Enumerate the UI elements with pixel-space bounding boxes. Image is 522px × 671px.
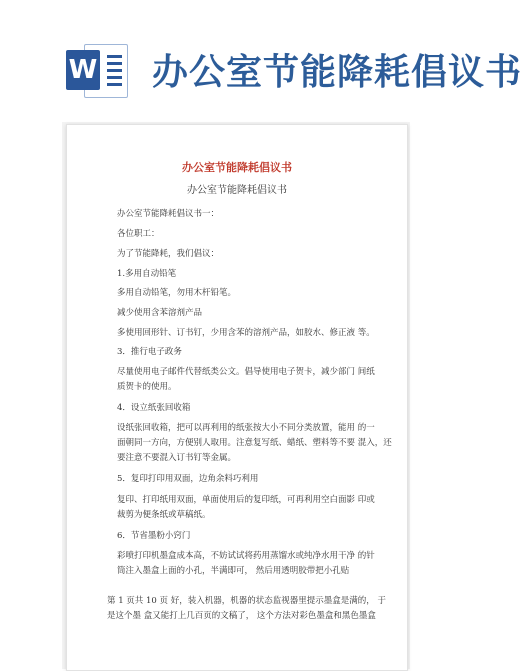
body-line: 为了节能降耗，我们倡议： xyxy=(117,249,220,259)
body-line: 各位职工： xyxy=(117,229,160,239)
body-line: 设纸张回收箱，把可以再利用的纸张按大小不同分类放置，能用 的一 xyxy=(117,423,375,433)
doc-line-icon xyxy=(107,55,122,58)
body-line: 面朝同一方向，方便别人取用。注意复写纸、蜡纸、塑料等不要 混入，还 xyxy=(117,438,392,448)
document-page xyxy=(66,124,408,671)
body-line: 减少使用含苯溶剂产品 xyxy=(117,308,203,318)
doc-line-icon xyxy=(107,83,122,86)
body-line: 3．推行电子政务 xyxy=(117,347,182,357)
body-line: 质贺卡的使用。 xyxy=(117,382,177,392)
banner-title: 办公室节能降耗倡议书 xyxy=(152,52,522,93)
body-line: 要注意不要混入订书钉等金属。 xyxy=(117,453,237,463)
word-logo-icon: W xyxy=(66,50,100,90)
banner xyxy=(0,0,522,112)
body-line: 裁剪为便条纸或草稿纸。 xyxy=(117,510,211,520)
body-line: 6．节省墨粉小窍门 xyxy=(117,531,191,541)
body-line: 4．设立纸张回收箱 xyxy=(117,403,191,413)
body-line: 筒注入墨盒上面的小孔，半满即可， 然后用透明胶带把小孔贴 xyxy=(117,566,350,576)
body-line: 1.多用自动铅笔 xyxy=(117,269,177,279)
doc-line-icon xyxy=(107,62,122,65)
body-line: 第 1 页共 10 页 好，装入机器，机器的状态监视器里提示墨盒是满的， 于 xyxy=(107,596,386,606)
body-line: 复印、打印纸用双面，单面使用后的复印纸，可再利用空白面影 印或 xyxy=(117,495,375,505)
word-document-icon xyxy=(66,40,128,100)
body-line: 是这个墨 盒又能打上几百页的文稿了， 这个方法对彩色墨盒和黑色墨盒 xyxy=(107,611,376,621)
body-line: 5．复印打印用双面，边角余料巧利用 xyxy=(117,474,259,484)
body-line: 办公室节能降耗倡议书一： xyxy=(117,209,220,219)
body-line: 尽量使用电子邮件代替纸类公文。倡导使用电子贺卡，减少部门 间纸 xyxy=(117,367,375,377)
document-subheading: 办公室节能降耗倡议书 xyxy=(187,185,287,196)
body-line: 多使用回形针、订书钉，少用含苯的溶剂产品，如胶水、修正液 等。 xyxy=(117,328,375,338)
doc-line-icon xyxy=(107,76,122,79)
body-line: 彩喷打印机墨盒成本高，不妨试试将药用蒸馏水或纯净水用干净 的针 xyxy=(117,551,375,561)
document-heading: 办公室节能降耗倡议书 xyxy=(182,161,292,174)
body-line: 多用自动铅笔，勿用木杆铅笔。 xyxy=(117,288,237,298)
doc-line-icon xyxy=(107,69,122,72)
